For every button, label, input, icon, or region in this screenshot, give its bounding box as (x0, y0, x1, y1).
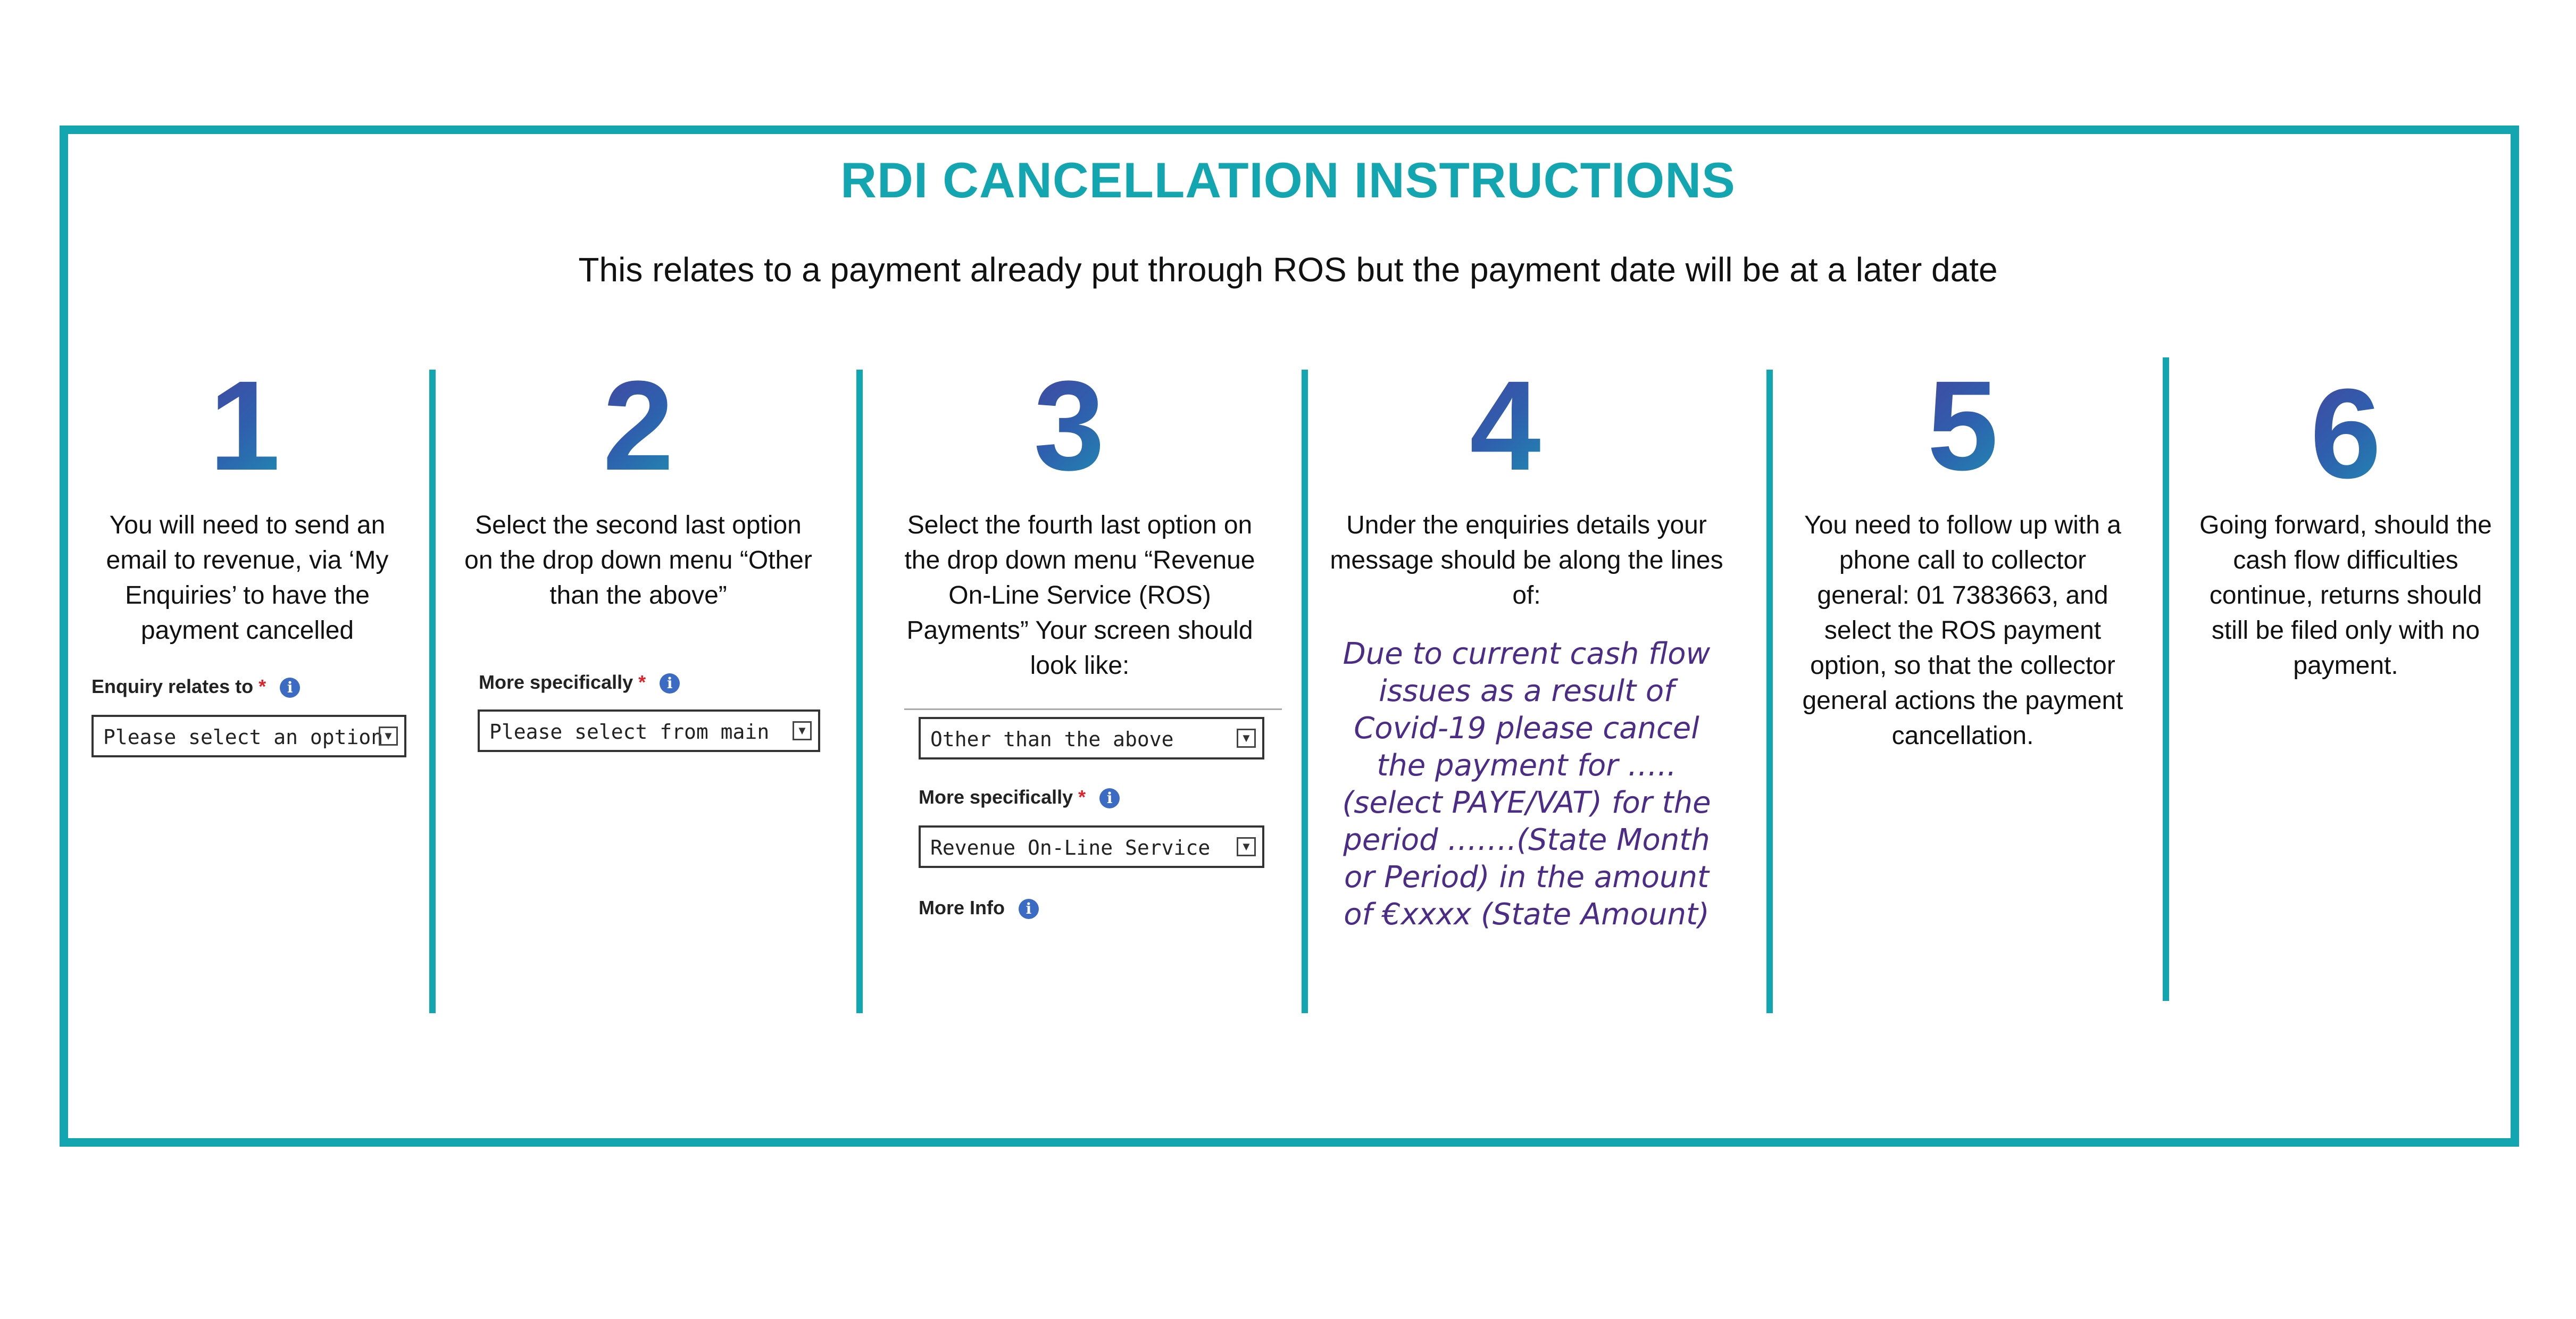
page-title: RDI CANCELLATION INSTRUCTIONS (840, 152, 1736, 208)
page-subtitle: This relates to a payment already put through ROS but the payment date will be at a later date (578, 251, 1998, 289)
step-number: 4 (1420, 362, 1590, 489)
column-divider (1766, 370, 1773, 1013)
more-specifically-label (919, 786, 1120, 808)
chevron-down-icon[interactable]: ▼ (379, 727, 398, 746)
enquiry-relates-select[interactable] (91, 715, 406, 757)
required-marker: * (638, 671, 646, 693)
required-marker: * (1078, 786, 1086, 808)
info-icon[interactable]: i (280, 678, 300, 698)
step-description: You need to follow up with a phone call to collector general: 01 7383663, and select the ROS payment option, so that the collector general actions the payment cancellation. (1802, 511, 2123, 750)
step-number: 1 (160, 362, 330, 489)
enquiry-relates-label (91, 675, 300, 698)
step-number: 5 (1878, 362, 2048, 489)
select-value: Revenue On-Line Service (930, 836, 1211, 859)
select-value: Please select from main (489, 720, 770, 744)
column-divider (856, 370, 863, 1013)
field-label: Enquiry relates to (91, 675, 254, 697)
info-icon[interactable]: i (1019, 899, 1039, 919)
step-number: 6 (2261, 370, 2431, 497)
select-value: Other than the above (930, 728, 1174, 751)
required-marker: * (259, 675, 266, 697)
column-divider (2163, 357, 2169, 1001)
select-value: Please select an option (103, 725, 384, 749)
info-icon[interactable]: i (660, 673, 680, 694)
step-description: Select the second last option on the drop down menu “Other than the above” (464, 511, 812, 610)
chevron-down-icon[interactable]: ▼ (793, 721, 812, 740)
step-description: Going forward, should the cash flow difficulties continue, returns should still be filed only with no payment. (2199, 511, 2492, 680)
info-icon[interactable]: i (1099, 788, 1120, 808)
chevron-down-icon[interactable]: ▼ (1237, 729, 1256, 748)
more-specifically-select[interactable] (478, 709, 820, 752)
column-divider (1302, 370, 1308, 1013)
step-description: Select the fourth last option on the drop down menu “Revenue On-Line Service (ROS) Payments” Your screen should look like: (904, 511, 1255, 680)
field-label: More specifically (919, 786, 1073, 808)
chevron-down-icon[interactable]: ▼ (1237, 837, 1256, 856)
more-info-label (919, 897, 1039, 919)
field-label: More Info (919, 897, 1005, 919)
more-specifically-label (479, 671, 680, 694)
enquiry-relates-select[interactable] (919, 717, 1264, 759)
more-specifically-select[interactable] (919, 825, 1264, 868)
column-divider (429, 370, 436, 1013)
step-description: Under the enquiries details your message should be along the lines of: (1330, 511, 1723, 610)
step-number: 2 (553, 362, 723, 489)
step-description: You will need to send an email to revenue, via ‘My Enquiries’ to have the payment cancelled (106, 511, 389, 645)
field-label: More specifically (479, 671, 633, 693)
example-message: Due to current cash flow issues as a result of Covid-19 please cancel the payment for ….. (select PAYE/VAT) for the period …….(State Month or Period) in the amount of €xxxx (State Amount) (1342, 637, 1711, 932)
step-number: 3 (984, 362, 1154, 489)
separator-line (904, 708, 1282, 710)
